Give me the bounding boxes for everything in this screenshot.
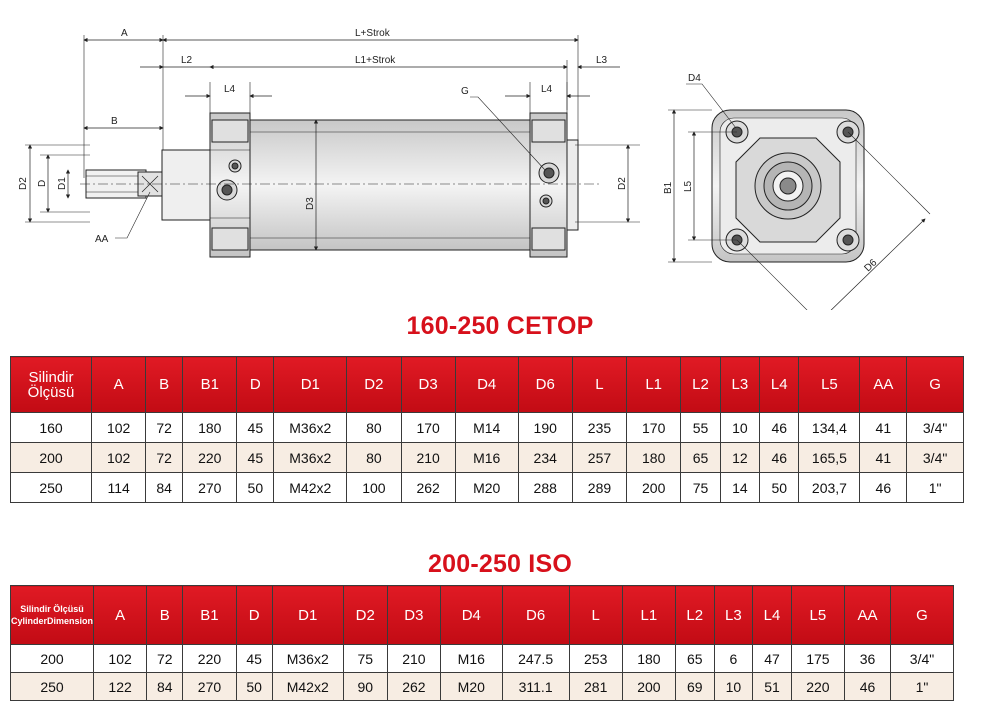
table-cell: 134,4 [799,413,860,443]
table-cell: 46 [760,413,799,443]
header-cell: D4 [440,586,502,645]
header-cell: L1 [627,357,681,413]
iso-dimension-table [10,585,954,701]
table-cell: 1" [907,473,964,503]
dim-label-d2-right: D2 [617,177,628,190]
table-cell: M36x2 [274,443,347,473]
header-cell: L4 [753,586,792,645]
side-view [25,35,640,257]
table-cell: 175 [791,645,844,673]
header-cylinder-size-line2: Ölçüsü [27,383,75,401]
table-cell: 50 [760,473,799,503]
table-cell: 210 [387,645,440,673]
table-cell: 234 [518,443,572,473]
table-header-row [11,357,964,413]
table-cell: M42x2 [272,673,343,701]
dim-label-d3: D3 [305,197,316,210]
table-row [11,473,964,503]
dim-label-l1-strok: L1+Strok [355,55,396,66]
table-cell: 203,7 [799,473,860,503]
table-cell: 84 [147,673,183,701]
table-cell: 1" [891,673,954,701]
table-row [11,645,954,673]
table-cell: 270 [183,673,236,701]
table-cell: 36 [844,645,890,673]
header-cell: D6 [502,586,569,645]
header-cell: D4 [455,357,518,413]
table-cell: 41 [860,413,907,443]
cylinder-technical-drawing [0,0,1000,310]
dim-label-aa: AA [95,234,109,245]
header-cell: L2 [675,586,714,645]
table-cell: 170 [401,413,455,443]
table-cell: 102 [94,645,147,673]
table-cell: 210 [401,443,455,473]
table-cell: M20 [440,673,502,701]
table-cell: 46 [760,443,799,473]
dim-label-b1: B1 [663,181,674,194]
header-cylinder-size [11,586,94,645]
dim-label-l4-left: L4 [224,84,236,95]
dim-label-l5: L5 [683,180,694,192]
dim-label-b: B [111,116,118,127]
header-cell: D3 [401,357,455,413]
header-cylinder-size [11,357,92,413]
table-cell: 45 [236,645,272,673]
header-cell: B [147,586,183,645]
table-cell: 72 [147,645,183,673]
table-cell: 102 [92,413,146,443]
table-cell: 45 [237,413,274,443]
end-view [668,84,930,310]
header-cell: A [94,586,147,645]
table-cell: 75 [343,645,387,673]
table-cell: 50 [236,673,272,701]
header-cell: L3 [714,586,753,645]
table-cell: 46 [860,473,907,503]
header-cell: B [146,357,183,413]
table-cell: 102 [92,443,146,473]
table-cell: 235 [572,413,626,443]
table-cell: 257 [572,443,626,473]
dim-label-l2: L2 [181,55,193,66]
table-cell: 200 [11,645,94,673]
table-header-row [11,586,954,645]
table-cell: 262 [387,673,440,701]
table-cell: 100 [347,473,401,503]
table-cell: 41 [860,443,907,473]
table-cell: 14 [720,473,759,503]
iso-section-title: 200-250 ISO [428,550,572,578]
table-cell: 250 [11,673,94,701]
header-cell: D1 [274,357,347,413]
table-cell: 10 [714,673,753,701]
table-cell: 288 [518,473,572,503]
table-cell: 51 [753,673,792,701]
header-cell: L3 [720,357,759,413]
dim-label-d6: D6 [862,257,880,275]
table-row [11,413,964,443]
table-row [11,443,964,473]
table-cell: 250 [11,473,92,503]
dim-label-a: A [121,28,128,39]
table-cell: 281 [569,673,622,701]
table-cell: 55 [681,413,720,443]
table-cell: 262 [401,473,455,503]
table-cell: 46 [844,673,890,701]
table-cell: 3/4" [907,443,964,473]
header-cell: G [891,586,954,645]
header-cell: L4 [760,357,799,413]
header-cell: AA [844,586,890,645]
table-cell: 190 [518,413,572,443]
table-cell: 180 [622,645,675,673]
header-cell: D2 [347,357,401,413]
table-cell: 220 [183,443,237,473]
dim-label-d2-left: D2 [18,177,29,190]
dim-label-d4: D4 [688,73,701,84]
table-cell: 72 [146,443,183,473]
table-cell: 200 [622,673,675,701]
cetop-section-title: 160-250 CETOP [406,312,594,340]
table-cell: 65 [681,443,720,473]
header-cylinder-size-line1: Silindir Ölçüsü [20,604,84,614]
table-cell: M42x2 [274,473,347,503]
header-cell: L [569,586,622,645]
header-cylinder-size-line2: CylinderDimension [11,616,94,626]
table-cell: 3/4" [891,645,954,673]
table-cell: 180 [627,443,681,473]
table-cell: 200 [11,443,92,473]
header-cell: D6 [518,357,572,413]
table-cell: 72 [146,413,183,443]
table-cell: 165,5 [799,443,860,473]
cetop-dimension-table [10,356,964,503]
table-cell: 289 [572,473,626,503]
dim-label-l3: L3 [596,55,608,66]
table-cell: 10 [720,413,759,443]
table-cell: 180 [183,413,237,443]
header-cell: L5 [799,357,860,413]
header-cell: L2 [681,357,720,413]
dim-label-l-strok: L+Strok [355,28,390,39]
table-cell: 160 [11,413,92,443]
table-cell: M36x2 [274,413,347,443]
table-cell: 12 [720,443,759,473]
dim-label-l4-right: L4 [541,84,553,95]
dim-label-d1: D1 [57,177,68,190]
header-cell: L5 [791,586,844,645]
table-cell: M16 [440,645,502,673]
table-cell: 80 [347,413,401,443]
header-cell: D [237,357,274,413]
header-cell: G [907,357,964,413]
table-cell: 3/4" [907,413,964,443]
header-cell: B1 [183,357,237,413]
table-cell: 200 [627,473,681,503]
table-cell: 253 [569,645,622,673]
header-cell: AA [860,357,907,413]
table-cell: 90 [343,673,387,701]
header-cell: D3 [387,586,440,645]
table-cell: 220 [183,645,236,673]
table-cell: 75 [681,473,720,503]
table-cell: 47 [753,645,792,673]
header-cylinder-size-line1: Silindir [28,368,74,386]
table-cell: 114 [92,473,146,503]
table-cell: 122 [94,673,147,701]
table-row [11,673,954,701]
header-cell: A [92,357,146,413]
table-cell: 84 [146,473,183,503]
dim-label-g: G [461,86,469,97]
table-cell: 311.1 [502,673,569,701]
table-cell: 247.5 [502,645,569,673]
table-cell: 50 [237,473,274,503]
header-cell: D [236,586,272,645]
header-cell: D2 [343,586,387,645]
header-cell: B1 [183,586,236,645]
table-cell: 220 [791,673,844,701]
table-cell: 45 [237,443,274,473]
table-cell: 69 [675,673,714,701]
header-cell: L [572,357,626,413]
table-cell: 80 [347,443,401,473]
table-cell: 270 [183,473,237,503]
header-cell: D1 [272,586,343,645]
header-cell: L1 [622,586,675,645]
table-cell: M20 [455,473,518,503]
table-cell: 170 [627,413,681,443]
table-cell: 65 [675,645,714,673]
table-cell: M16 [455,443,518,473]
dim-label-d: D [37,179,48,187]
table-cell: 6 [714,645,753,673]
table-cell: M36x2 [272,645,343,673]
table-cell: M14 [455,413,518,443]
